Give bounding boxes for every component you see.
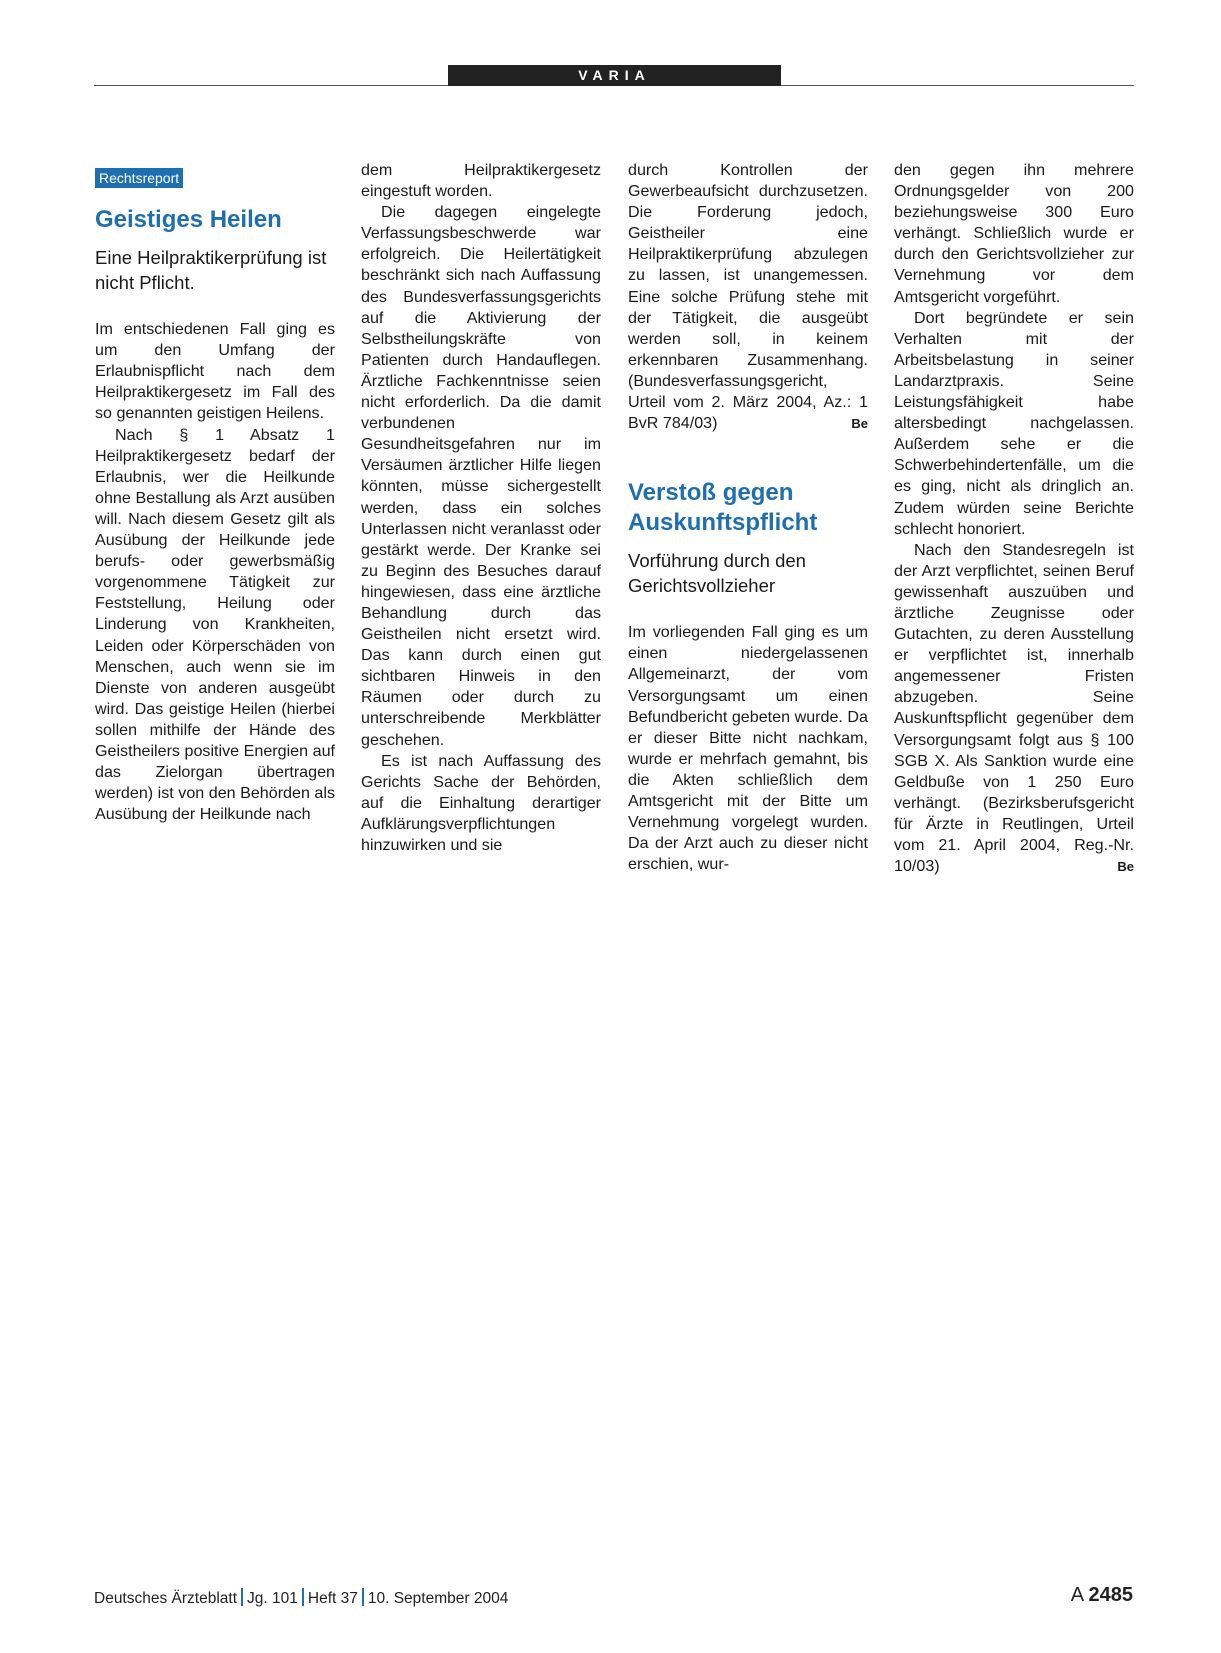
page-number [1071, 1584, 1133, 1607]
article2-paragraph: Im vorliegenden Fall ging es um einen niedergelassenen Allgemeinarzt, der vom Versorgungsamt um einen Befundbericht gebeten wurde. Da er dieser Bitte nicht nachkam, wurde er mehrfach gemahnt, bis die Akten schließlich dem Amtsgericht mit der Bitte um Vernehmung vorgelegt wurden. Da der Arzt auch zu dieser nicht erschien, wur- [628, 623, 868, 874]
article1-paragraph: Nach § 1 Absatz 1 Heilpraktikergesetz bedarf der Erlaubnis, wer die Heilkunde ohne Bestallung als Arzt ausüben will. Nach diesem Gesetz gilt als Ausübung der Heilkunde jede berufs- oder gewerbsmäßig vorgenommene Tätigkeit zur Feststellung, Heilung oder Linderung von Krankheiten, Leiden oder Körperschäden von Menschen, auch wenn sie im Dienste von anderen ausgeübt wird. Das geistige Heilen (hierbei sollen mithilfe der Hände des Geistheilers positive Energien auf das Zielorgan übertragen werden) ist von den Behörden als Ausübung der Heilkunde nach [95, 425, 335, 824]
article2-title: Verstoß gegen Auskunftspflicht [628, 479, 818, 537]
article2-paragraph: Dort begründete er sein Verhalten mit der Arbeitsbelastung in seiner Landarztpraxis. Seine Leistungsfähigkeit habe altersbedingt nachgelassen. Außerdem sehe er die Schwerbehindertenfälle, um die es ging, nicht als dringlich an. Zudem würden seine Berichte schlecht honoriert. [894, 308, 1134, 538]
article1-paragraph: Im entschiedenen Fall ging es um den Umfang der Erlaubnispflicht nach dem Heilpraktikergesetz im Fall des so genannten geistigen Heilens. [95, 320, 335, 423]
page-prefix: A [1070, 1584, 1083, 1606]
column-2 [361, 160, 601, 856]
article1-paragraph: Es ist nach Auffassung des Gerichts Sache der Behörden, auf die Einhaltung derartiger Aufklärungsverpflichtungen hinzuwirken und sie [361, 751, 601, 854]
footer-volume: Jg. 101 [247, 1590, 298, 1607]
article2-paragraph: den gegen ihn mehrere Ordnungsgelder von 200 beziehungsweise 300 Euro verhängt. Schließlich wurde er durch den Gerichtsvollzieher zur Vernehmung vor dem Amtsgericht vorgeführt. [894, 161, 1134, 306]
article2-paragraph [894, 540, 1134, 878]
article1-closing-text: durch Kontrollen der Gewerbeaufsicht durchzusetzen. Die Forderung jedoch, Geistheiler eine Heilpraktikerprüfung abzulegen zu lassen, ist unangemessen. Eine solche Prüfung stehe mit der Tätigkeit, die ausgeübt werden soll, in keinem erkennbaren Zusammenhang. (Bundesverfassungsgericht, Urteil vom 2. März 2004, Az.: 1 BvR 784/03) [628, 161, 868, 433]
rubric-label: Rechtsreport [95, 168, 183, 188]
article2-author: Be [1117, 859, 1134, 875]
article1-author: Be [851, 416, 868, 432]
footer-separator [362, 1588, 364, 1606]
article1-paragraph: dem Heilpraktikergesetz eingestuft worden. [361, 161, 601, 201]
column-3 [628, 160, 868, 875]
column-4 [894, 160, 1134, 877]
footer [94, 1588, 508, 1608]
column-1 [95, 168, 335, 825]
footer-issue: Heft 37 [307, 1590, 358, 1607]
section-header: VARIA [448, 65, 781, 86]
footer-separator [241, 1588, 243, 1606]
article2-subtitle: Vorführung durch den Gerichtsvollzieher [628, 550, 806, 597]
article1-paragraph [628, 160, 868, 434]
footer-journal: Deutsches Ärzteblatt [94, 1590, 238, 1607]
footer-separator [302, 1588, 304, 1606]
article2-closing-text: Nach den Standesregeln ist der Arzt verpflichtet, seinen Beruf gewissenhaft auszuüben und ärztliche Zeugnisse oder Gutachten, zu deren Ausstellung er verpflichtet ist, innerhalb angemessener Fristen abzugeben. Seine Auskunftspflicht gegenüber dem Versorgungsamt folgt aus § 100 SGB X. Als Sanktion wurde eine Geldbuße von 1 250 Euro verhängt. (Bezirksberufsgericht für Ärzte in Reutlingen, Urteil vom 21. April 2004, Reg.-Nr. 10/03) [894, 540, 1134, 876]
page-number-value: 2485 [1088, 1584, 1133, 1606]
footer-date: 10. September 2004 [367, 1590, 509, 1607]
article1-title: Geistiges Heilen [95, 206, 282, 234]
article1-paragraph: Die dagegen eingelegte Verfassungsbeschwerde war erfolgreich. Die Heilertätigkeit beschränkt sich nach Auffassung des Bundesverfassungsgerichts auf die Aktivierung der Selbstheilungskräfte von Patienten durch Handauflegen. Ärztliche Fachkenntnisse seien nicht erforderlich. Da die damit verbundenen Gesundheitsgefahren nur im Versäumen ärztlicher Hilfe liegen könnten, müsse sichergestellt werden, dass ein solches Unterlassen nicht veranlasst oder gestärkt werde. Der Kranke sei zu Beginn des Besuches darauf hingewiesen, dass eine ärztliche Behandlung durch das Geistheilen nicht ersetzt wird. Das kann durch einen gut sichtbaren Hinweis in den Räumen oder durch zu unterschreibende Merkblätter geschehen. [361, 203, 601, 749]
article1-subtitle: Eine Heilpraktikerprüfung ist nicht Pflicht. [95, 247, 327, 294]
